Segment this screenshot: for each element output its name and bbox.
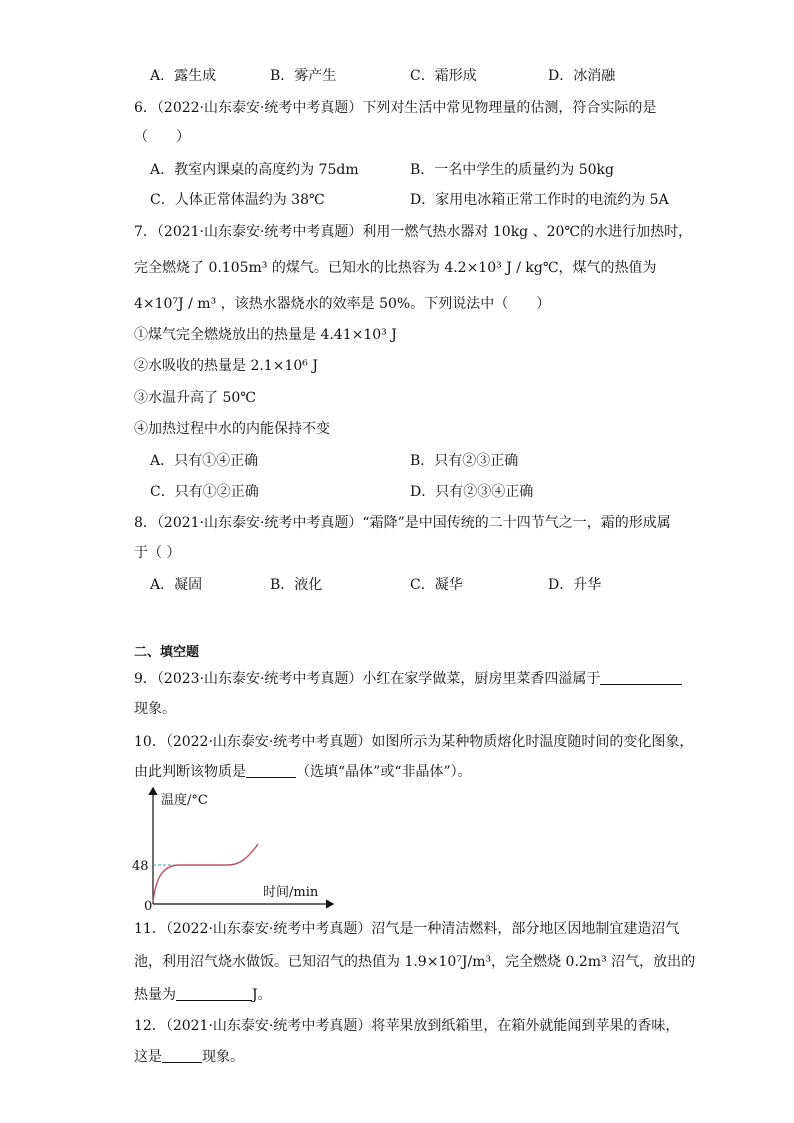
q11-text-pre: 热量为 xyxy=(134,987,176,1003)
q11-stem-line3 xyxy=(134,985,272,1005)
q11-stem-line1: 11．（2022·山东泰安·统考中考真题）沼气是一种清洁燃料，部分地区因地制宜建造沼气 xyxy=(134,921,680,937)
q7-statement-2: ②水吸收的热量是 2.1×10⁶ J xyxy=(134,358,318,374)
q8-option-a: A．凝固 xyxy=(150,577,203,593)
q7-statement-3: ③水温升高了 50℃ xyxy=(134,390,256,406)
q11-text-post: J。 xyxy=(252,987,272,1003)
q10-answer-blank[interactable] xyxy=(246,763,296,778)
q11-answer-blank[interactable] xyxy=(176,986,252,1001)
q10-text-post: （选填“晶体”或“非晶体”）。 xyxy=(296,764,472,780)
q7-stem-line3: 4×10⁷J / m³ ，该热水器烧水的效率是 50%。下列说法中（ ） xyxy=(134,296,551,312)
q7-option-d: D．只有②③④正确 xyxy=(410,484,534,500)
q12-text-post: 现象。 xyxy=(202,1049,244,1065)
q8-option-c: C．凝华 xyxy=(410,577,463,593)
q7-statement-1: ①煤气完全燃烧放出的热量是 4.41×10³ J xyxy=(134,327,397,343)
q6-option-c: C．人体正常体温约为 38℃ xyxy=(150,192,325,208)
q6-stem-line1: 6．（2022·山东泰安·统考中考真题）下列对生活中常见物理量的估测，符合实际的是 xyxy=(134,100,657,116)
q12-text-pre: 这是 xyxy=(134,1049,162,1065)
q7-stem-line1: 7．（2021·山东泰安·统考中考真题）利用一燃气热水器对 10kg 、20℃的水进行加热时， xyxy=(134,224,693,240)
q7-option-b: B．只有②③正确 xyxy=(410,453,519,469)
q12-answer-blank[interactable] xyxy=(162,1048,202,1063)
q7-option-a: A．只有①④正确 xyxy=(150,453,259,469)
temperature-curve xyxy=(153,844,258,902)
q5-option-b: B．雾产生 xyxy=(270,68,337,84)
section-title-fill-in: 二、填空题 xyxy=(134,645,200,660)
q6-option-a: A．教室内课桌的高度约为 75dm xyxy=(150,162,359,178)
q9-text: 9．（2023·山东泰安·统考中考真题）小红在家学做菜，厨房里菜香四溢属于 xyxy=(134,671,601,687)
q6-stem-line2: （ ） xyxy=(134,129,190,145)
q11-stem-line2: 池，利用沼气烧水做饭。已知沼气的热值为 1.9×10⁷J/m³，完全燃烧 0.2m³ 沼气，放出的 xyxy=(134,954,696,970)
q5-option-d: D．冰消融 xyxy=(548,68,616,84)
y-axis-label: 温度/°C xyxy=(161,793,208,808)
x-axis-label: 时间/min xyxy=(263,885,319,900)
q8-stem-line1: 8．（2021·山东泰安·统考中考真题）“霜降”是中国传统的二十四节气之一，霜的形成属 xyxy=(134,515,671,531)
q10-stem-line2 xyxy=(134,762,472,782)
q7-statement-4: ④加热过程中水的内能保持不变 xyxy=(134,421,330,437)
q7-option-c: C．只有①②正确 xyxy=(150,484,259,500)
q9-answer-blank[interactable] xyxy=(600,670,682,685)
melting-curve-chart xyxy=(128,782,348,912)
origin-label: 0 xyxy=(144,899,153,912)
q10-stem-line1: 10．（2022·山东泰安·统考中考真题）如图所示为某种物质熔化时温度随时间的变化图象， xyxy=(134,734,694,750)
q6-option-d: D．家用电冰箱正常工作时的电流约为 5A xyxy=(410,192,669,208)
q10-text-pre: 由此判断该物质是 xyxy=(134,764,246,780)
q5-option-a: A．露生成 xyxy=(150,68,217,84)
q6-option-b: B．一名中学生的质量约为 50kg xyxy=(410,162,614,178)
q7-stem-line2: 完全燃烧了 0.105m³ 的煤气。已知水的比热容为 4.2×10³ J / kg℃，煤气的热值为 xyxy=(134,260,657,276)
q8-stem-line2: 于（ ） xyxy=(134,545,181,561)
q9-stem-line2: 现象。 xyxy=(134,701,176,717)
q12-stem-line2 xyxy=(134,1047,244,1067)
y-tick-label: 48 xyxy=(132,859,149,874)
q8-option-b: B．液化 xyxy=(270,577,323,593)
q9-stem-line1 xyxy=(134,669,682,689)
q5-option-c: C．霜形成 xyxy=(410,68,477,84)
q8-option-d: D．升华 xyxy=(548,577,602,593)
q12-stem-line1: 12．（2021·山东泰安·统考中考真题）将苹果放到纸箱里，在箱外就能闻到苹果的香味， xyxy=(134,1018,680,1034)
